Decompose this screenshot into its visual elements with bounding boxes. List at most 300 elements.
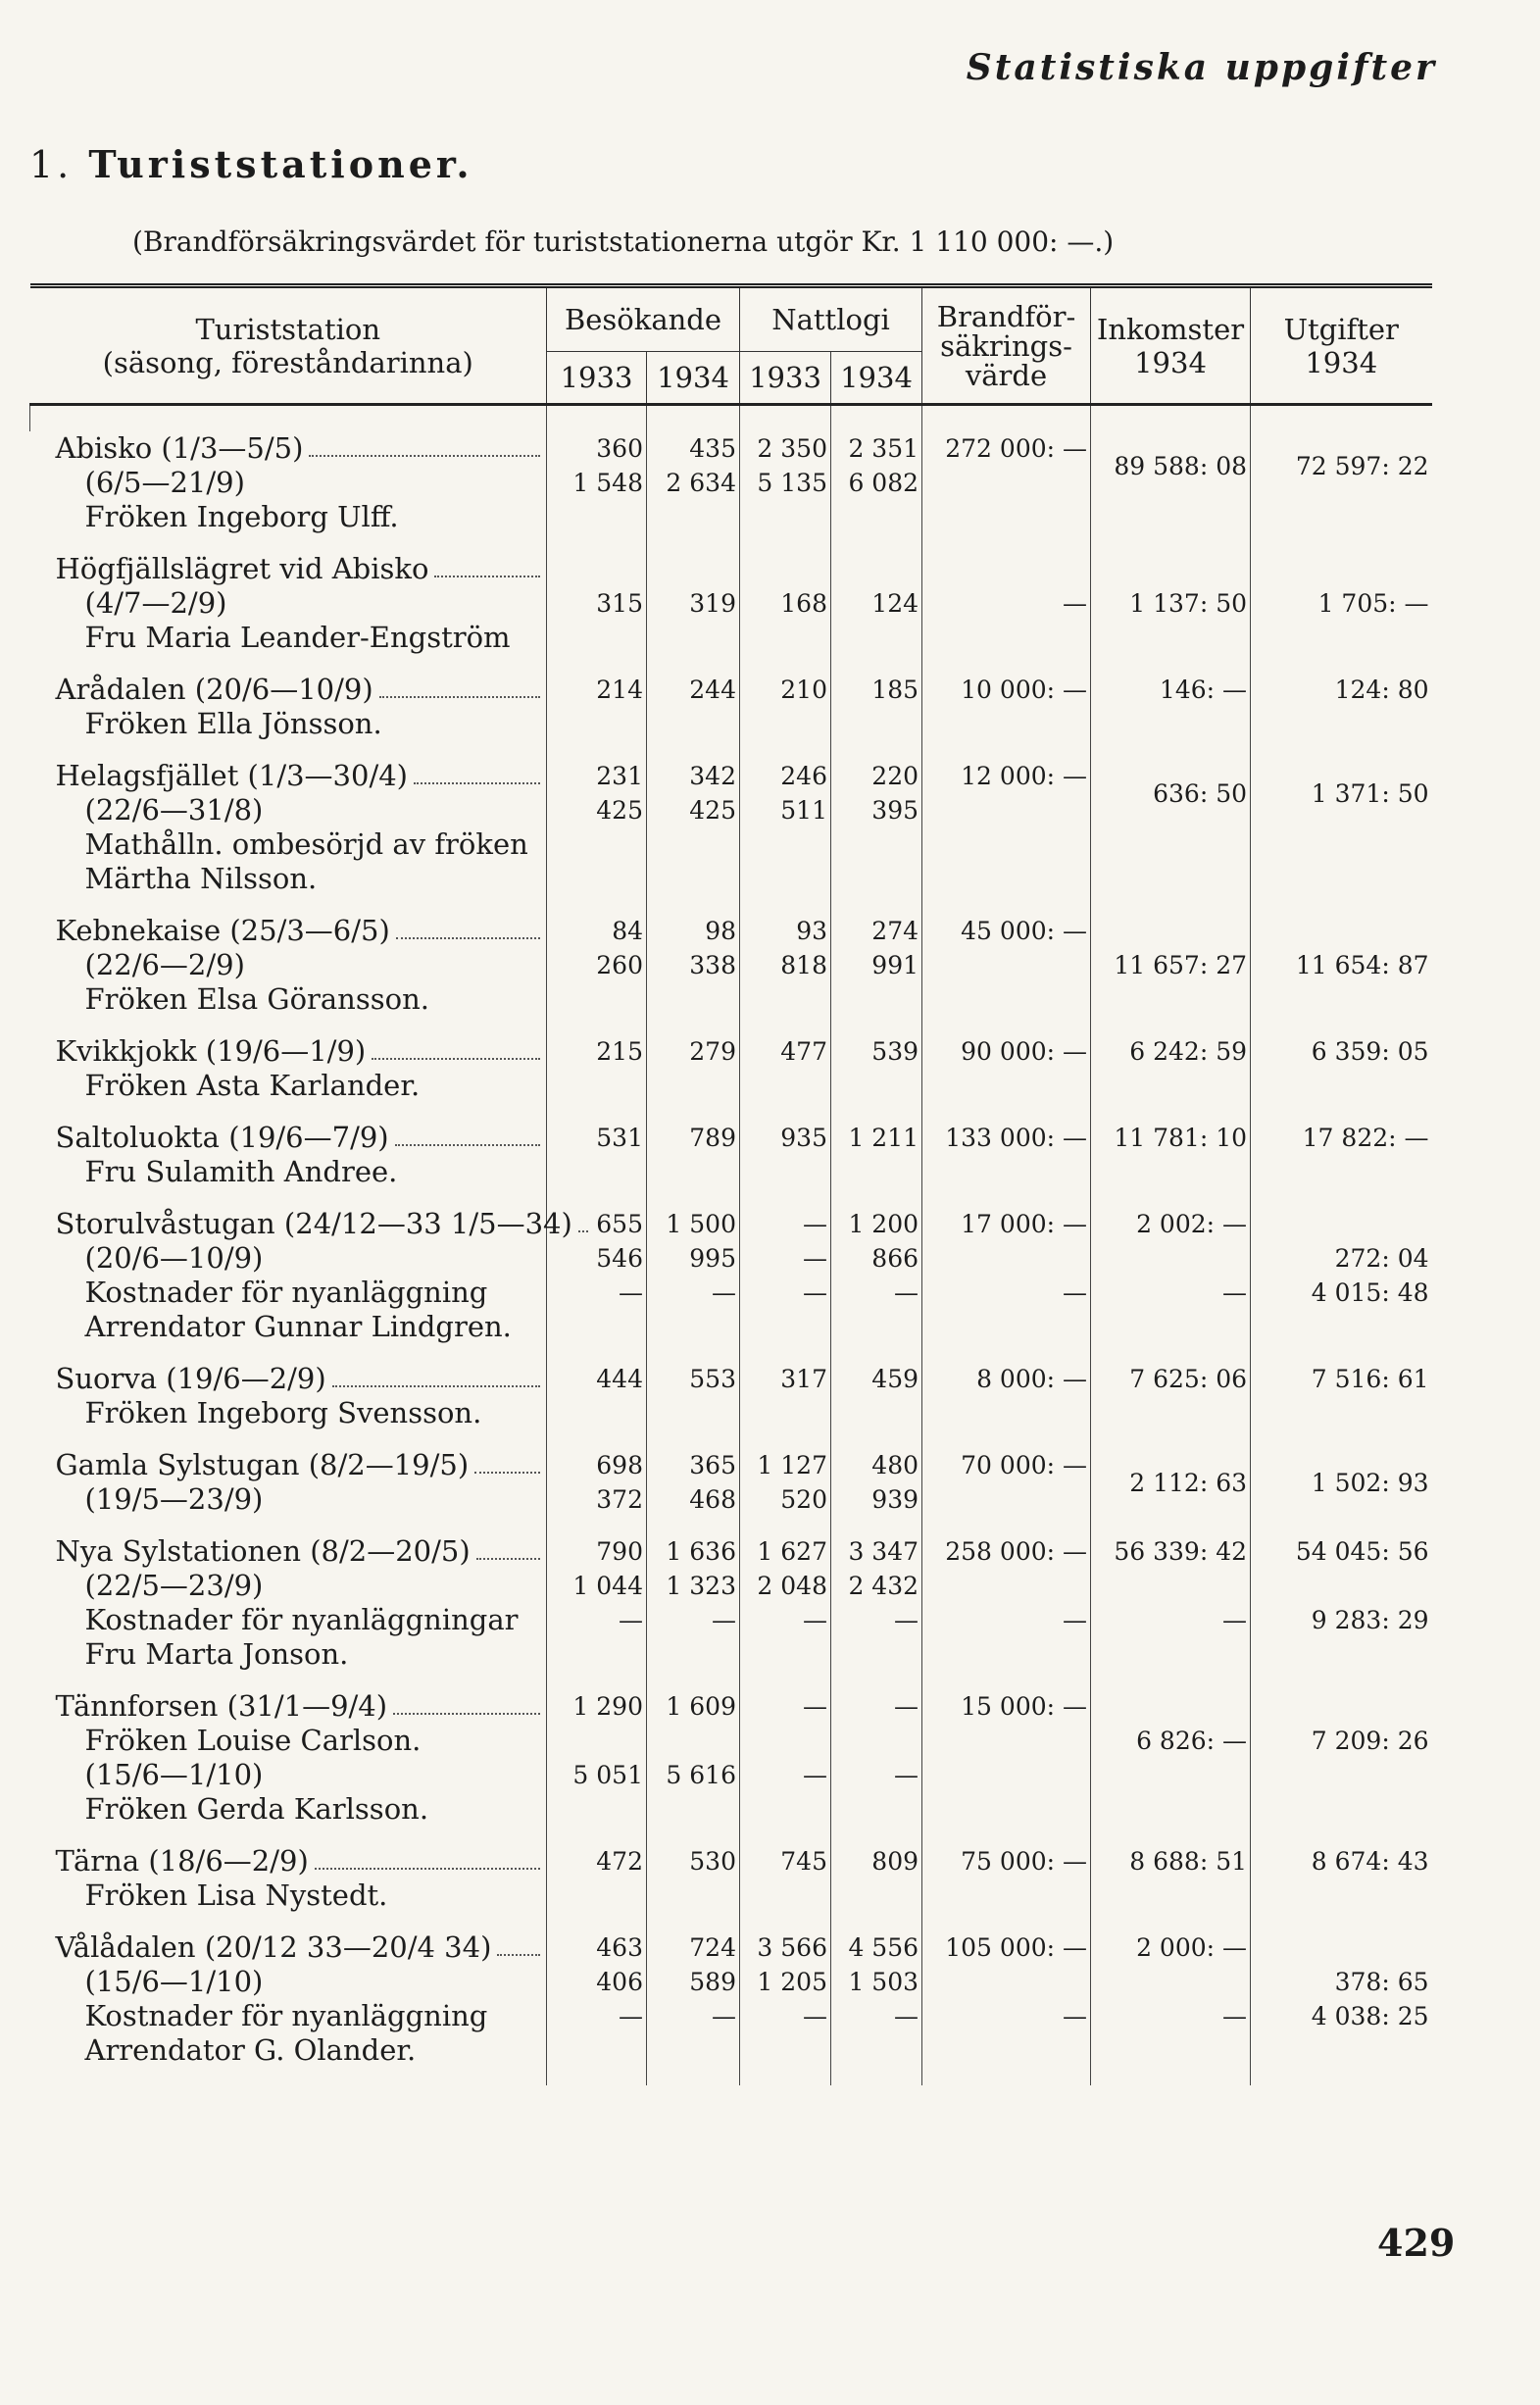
cell-b33 [547,1844,647,1930]
cell-value: 338 [689,951,736,979]
cell-value [834,707,919,741]
cell-value [550,1792,643,1827]
cell-value [834,827,919,862]
cell-value [925,707,1087,741]
merged-value: 11 654: 87 [1295,951,1429,979]
cell-value [925,500,1087,534]
cell-value [550,1069,643,1103]
cell-value: 6 242: 59 [1129,1037,1248,1066]
cell-value [650,1879,736,1913]
station-row [30,759,1432,914]
cell-value [1094,1879,1247,1913]
cell-value [925,2033,1087,2068]
cell-value: 790 [596,1537,643,1566]
merged-value: 89 588: 08 [1114,451,1248,480]
cell-b34 [647,1034,740,1121]
cell-ink [1091,914,1251,1034]
cell-b33 [547,1121,647,1207]
merged-value: 6 826: — [1136,1727,1248,1755]
cell-n33 [740,759,831,914]
cell-value [650,707,736,741]
cell-value [834,862,919,896]
cell-n33 [740,552,831,673]
cell-value: — [894,1692,919,1721]
cell-value: 215 [596,1037,643,1066]
cell-value: — [1063,2002,1088,2030]
station-detail: Fröken Ella Jönsson. [84,707,382,740]
cell-value: — [1063,1606,1088,1634]
station-detail: Fru Sulamith Andree. [84,1155,398,1188]
cell-value: — [619,1278,643,1307]
cell-value [743,500,827,534]
cell-value: 745 [780,1847,827,1876]
cell-value [925,552,1087,586]
station-row [30,431,1432,552]
merged-cell [1254,914,1429,1017]
header-nattlogi: Nattlogi [740,286,922,352]
station-row [30,1844,1432,1930]
cell-value [834,1396,919,1430]
station-detail: (19/5—23/9) [84,1482,264,1516]
section-title [29,142,473,186]
cell-b34 [647,1534,740,1689]
cell-value [925,862,1087,896]
cell-b34 [647,552,740,673]
cell-value: 1 705: — [1317,589,1429,618]
cell-brand [922,673,1091,759]
leader-dots [497,1954,540,1956]
cell-n34 [831,1034,922,1121]
cell-value [834,621,919,655]
cell-value: 185 [871,676,919,704]
cell-ink [1091,1207,1251,1362]
station-detail: (22/6—31/8) [84,793,264,827]
cell-value [1254,1879,1429,1913]
cell-value [834,1792,919,1827]
station-name [56,914,543,948]
cell-value: 8 000: — [976,1365,1088,1393]
subtitle: (Brandförsäkringsvärdet för turiststationerna utgör Kr. 1 110 000: —.) [132,225,1115,258]
cell-value: 93 [796,917,827,945]
cell-value: 2 634 [666,469,736,497]
cell-b34 [647,1121,740,1207]
cell-value: 319 [689,589,736,618]
cell-b34 [647,1448,740,1534]
cell-value: 10 000: — [961,676,1088,704]
cell-brand [922,431,1091,552]
cell-n34 [831,1448,922,1534]
station-name-cell [30,1448,547,1534]
cell-value: — [803,1244,827,1273]
cell-value [1254,2033,1429,2068]
cell-value: 789 [689,1124,736,1152]
station-name-cell [30,1689,547,1844]
cell-value [1094,1637,1247,1672]
header-natt-1934: 1934 [831,352,922,405]
cell-value: 124 [871,589,919,618]
cell-value: 2 000: — [1136,1933,1248,1962]
station-name [55,1207,572,1241]
cell-value: 75 000: — [961,1847,1088,1876]
cell-value [1254,1396,1429,1430]
cell-value: 991 [871,951,919,979]
cell-value: 317 [780,1365,827,1393]
cell-value [743,1396,827,1430]
cell-value [925,1879,1087,1913]
leader-dots [414,782,540,784]
merged-cell [1094,759,1247,827]
station-name [56,1844,543,1879]
station-detail: Fru Marta Jonson. [84,1637,349,1671]
cell-b33 [547,1448,647,1534]
cell-value [550,1637,643,1672]
station-name-cell [30,1207,572,1362]
cell-value [834,1069,919,1103]
station-detail: Fröken Ingeborg Svensson. [84,1396,482,1429]
cell-value: 866 [871,1244,919,1273]
cell-value [743,1792,827,1827]
cell-value [834,1637,919,1672]
cell-value [550,1724,643,1758]
leader-dots [309,455,540,457]
leader-dots [434,576,540,577]
merged-cell [1254,1448,1429,1517]
cell-value: 5 051 [572,1761,643,1789]
cell-value: — [803,1761,827,1789]
cell-n33 [740,673,831,759]
cell-value: 315 [596,589,643,618]
cell-value: 7 625: 06 [1129,1365,1248,1393]
cell-value [1254,621,1429,655]
cell-n33 [740,431,831,552]
cell-value [834,1724,919,1758]
cell-brand [922,914,1091,1034]
cell-value [1094,552,1247,586]
cell-value: 480 [871,1451,919,1479]
cell-value [925,1637,1087,1672]
header-besok-1933: 1933 [547,352,647,405]
merged-cell [1094,1448,1247,1517]
cell-b33 [547,1362,647,1448]
cell-b34 [647,759,740,914]
cell-n33 [740,1207,831,1362]
station-name-text: Helagsfjället (1/3—30/4) [55,759,408,792]
cell-ink [1091,673,1251,759]
leader-dots [474,1472,540,1474]
cell-value [1254,1207,1429,1241]
station-name-text: Arådalen (20/6—10/9) [55,673,373,706]
cell-n34 [831,1207,922,1362]
cell-n33 [740,1034,831,1121]
cell-value [550,982,643,1017]
cell-value [550,707,643,741]
cell-value [925,1155,1087,1189]
cell-value: 539 [871,1037,919,1066]
cell-value: 365 [689,1451,736,1479]
header-besok-1934: 1934 [647,352,740,405]
cell-value: — [712,2002,736,2030]
cell-value: 2 002: — [1136,1210,1248,1238]
cell-brand [922,1534,1091,1689]
cell-value: 84 [612,917,643,945]
cell-value [550,1310,643,1344]
cell-value [1094,621,1247,655]
cell-value: 1 503 [848,1968,919,1996]
station-name-text: Tännforsen (31/1—9/4) [55,1689,388,1723]
cell-b33 [547,552,647,673]
cell-value [1254,1637,1429,1672]
station-row [30,1207,1432,1362]
cell-ink [1091,1844,1251,1930]
cell-value: 1 627 [757,1537,827,1566]
cell-value: — [712,1606,736,1634]
station-name [56,1930,543,1965]
merged-value: 2 112: 63 [1129,1468,1248,1497]
cell-value [1094,1965,1247,1999]
cell-n34 [831,1534,922,1689]
cell-value: 220 [871,762,919,790]
cell-value [925,466,1087,500]
cell-value [925,1241,1087,1276]
cell-n34 [831,1689,922,1844]
cell-b33 [547,431,647,552]
leader-dots [578,1230,588,1232]
cell-utg [1251,1448,1432,1534]
cell-b34 [647,914,740,1034]
merged-value: 1 371: 50 [1311,778,1429,808]
cell-utg [1251,431,1432,552]
cell-value: — [803,1210,827,1238]
cell-value [743,621,827,655]
cell-value [834,1155,919,1189]
cell-value [550,827,643,862]
cell-brand [922,1930,1091,2085]
cell-value: — [803,1278,827,1307]
station-detail: (15/6—1/10) [84,1965,264,1998]
cell-value [650,2033,736,2068]
cell-value [834,982,919,1017]
cell-b33 [547,1034,647,1121]
cell-ink [1091,1448,1251,1534]
cell-value: 4 556 [848,1933,919,1962]
station-row [30,1689,1432,1844]
cell-value [925,948,1087,982]
merged-cell [1254,1689,1429,1792]
cell-value: 809 [871,1847,919,1876]
cell-value [650,1155,736,1189]
station-detail: (4/7—2/9) [84,586,227,620]
cell-value [925,982,1087,1017]
cell-n33 [740,914,831,1034]
cell-value: 698 [596,1451,643,1479]
station-detail: (22/6—2/9) [84,948,245,981]
cell-value: 1 548 [572,469,643,497]
cell-value: 146: — [1159,676,1248,704]
cell-value [925,621,1087,655]
station-row [30,1121,1432,1207]
cell-ink [1091,759,1251,914]
cell-value [550,2033,643,2068]
cell-value: 724 [689,1933,736,1962]
cell-ink [1091,552,1251,673]
cell-brand [922,1362,1091,1448]
merged-value: 72 597: 22 [1295,451,1429,480]
station-name [56,759,543,793]
cell-value [743,1155,827,1189]
station-name-text: Tärna (18/6—2/9) [55,1844,309,1878]
cell-value: 3 347 [848,1537,919,1566]
cell-value: 231 [596,762,643,790]
cell-value: 12 000: — [961,762,1088,790]
cell-brand [922,1689,1091,1844]
station-name-cell [30,552,547,673]
cell-value: 520 [780,1485,827,1514]
cell-utg [1251,1534,1432,1689]
station-row [30,1534,1432,1689]
cell-value: 272: 04 [1334,1244,1429,1273]
cell-value: 1 323 [666,1572,736,1600]
station-name-text: Saltoluokta (19/6—7/9) [55,1121,389,1154]
cell-value [550,1155,643,1189]
cell-utg [1251,914,1432,1034]
cell-value [1254,1310,1429,1344]
cell-value [743,1310,827,1344]
cell-value [1094,1396,1247,1430]
cell-value: 4 015: 48 [1311,1278,1429,1307]
cell-value [743,1879,827,1913]
leader-dots [332,1385,540,1387]
cell-n33 [740,1448,831,1534]
station-detail: (6/5—21/9) [84,466,245,499]
cell-n34 [831,673,922,759]
cell-value [1254,1155,1429,1189]
station-detail: Fröken Gerda Karlsson. [84,1792,429,1826]
cell-value [650,862,736,896]
cell-value: 15 000: — [961,1692,1088,1721]
cell-b34 [647,673,740,759]
cell-value: 935 [780,1124,827,1152]
cell-value [650,1637,736,1672]
station-detail: Fröken Louise Carlson. [84,1724,422,1757]
station-name-cell [30,1362,547,1448]
cell-value: 372 [596,1485,643,1514]
cell-value [743,707,827,741]
cell-utg [1251,1362,1432,1448]
station-name [56,1362,543,1396]
cell-n33 [740,1930,831,2085]
cell-value: 342 [689,762,736,790]
cell-value [925,1310,1087,1344]
cell-n34 [831,759,922,914]
cell-value: 7 516: 61 [1311,1365,1429,1393]
cell-utg [1251,1207,1432,1362]
cell-value: 468 [689,1485,736,1514]
cell-ink [1091,1930,1251,2085]
station-detail: Märtha Nilsson. [84,862,318,895]
station-detail: Kostnader för nyanläggning [84,1999,488,2032]
cell-value: — [1222,2002,1248,2030]
cell-b33 [547,1689,647,1844]
cell-value: — [894,1606,919,1634]
cell-value [1094,1155,1247,1189]
cell-value: — [619,1606,643,1634]
cell-value [834,500,919,534]
station-detail: Fröken Asta Karlander. [84,1069,421,1102]
cell-ink [1091,1034,1251,1121]
station-name-cell [30,673,547,759]
cell-utg [1251,1844,1432,1930]
cell-value [1094,1069,1247,1103]
cell-value [1094,1569,1247,1603]
header-station-title: Turiststation [195,312,381,346]
cell-value [925,793,1087,827]
station-name-text: Kebnekaise (25/3—6/5) [55,914,390,947]
station-name [56,1689,543,1724]
cell-value: 1 636 [666,1537,736,1566]
cell-value: 2 351 [848,434,919,463]
cell-value [1254,1569,1429,1603]
station-name-cell [30,1121,547,1207]
leader-dots [476,1558,540,1560]
cell-n33 [740,1121,831,1207]
cell-b33 [547,1534,647,1689]
cell-utg [1251,1034,1432,1121]
cell-value: 274 [871,917,919,945]
cell-value: 360 [596,434,643,463]
cell-value [925,1482,1087,1517]
cell-value [1254,707,1429,741]
cell-value [1254,1069,1429,1103]
cell-value [550,1879,643,1913]
cell-value [1094,2033,1247,2068]
cell-value [834,1879,919,1913]
merged-cell [1094,1689,1247,1792]
cell-ink [1091,1534,1251,1689]
cell-value: — [803,1606,827,1634]
cell-value: 1 200 [848,1210,919,1238]
cell-utg [1251,552,1432,673]
cell-value: 9 283: 29 [1311,1606,1429,1634]
station-row [30,1362,1432,1448]
cell-value: 17 822: — [1302,1124,1429,1152]
cell-value [650,1310,736,1344]
cell-value: — [894,1761,919,1789]
cell-value: 939 [871,1485,919,1514]
merged-cell [1094,914,1247,1017]
cell-n33 [740,1844,831,1930]
station-name-text: Nya Sylstationen (8/2—20/5) [55,1534,471,1568]
cell-value [550,1396,643,1430]
cell-utg [1251,759,1432,914]
cell-value [650,1069,736,1103]
cell-value: 210 [780,676,827,704]
cell-value [650,1792,736,1827]
cell-brand [922,759,1091,914]
station-name [56,552,543,586]
station-row [30,1930,1432,2085]
station-detail: (20/6—10/9) [84,1241,264,1275]
cell-value: 1 609 [666,1692,736,1721]
station-detail: Fröken Elsa Göransson. [84,982,429,1016]
cell-value: 54 045: 56 [1295,1537,1429,1566]
cell-value: 56 339: 42 [1114,1537,1248,1566]
station-name-cell [30,1534,547,1689]
cell-value [550,621,643,655]
cell-value: — [803,2002,827,2030]
cell-value: 425 [689,796,736,825]
cell-value: 589 [689,1968,736,1996]
cell-value [650,500,736,534]
